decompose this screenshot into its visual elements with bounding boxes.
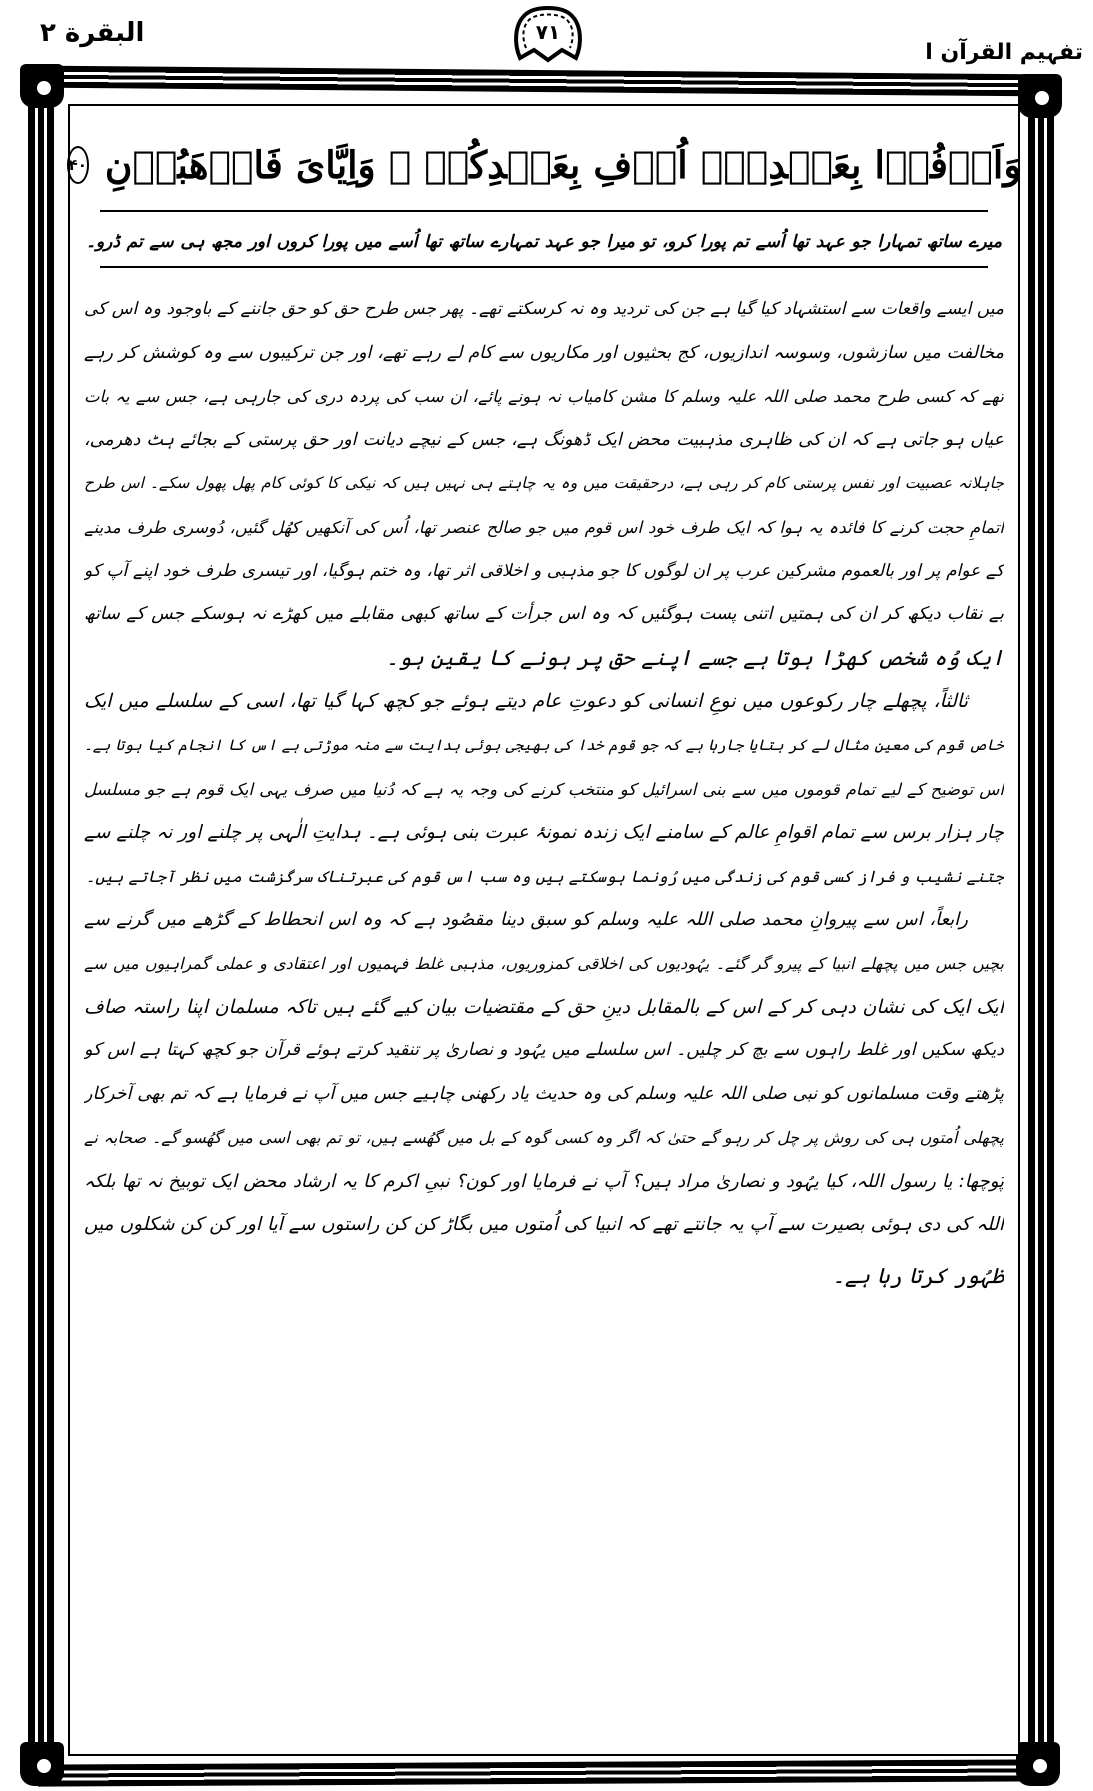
commentary-line: بے نقاب دیکھ کر ان کی ہمتیں اتنی پست ہوگئیں کہ وہ اس جرأت کے ساتھ کبھی مقابلے میں کھڑے نہ ہوسکے جس کے ساتھ [84,604,1004,625]
commentary-line: دیکھ سکیں اور غلط راہوں سے بچ کر چلیں۔ اس سلسلے میں یہُود و نصاریٰ پر تنقید کرتے ہوئے قرآن جو کچھ کہتا ہے اس کو [84,1040,1004,1061]
ayah-number-marker: ۴۰ [67,146,89,184]
page-number: ۷۱ [535,20,561,44]
page-number-badge [512,4,584,66]
running-header-book: تفہیم القرآن ا [925,40,1083,65]
corner-ornament-icon [1016,1742,1060,1786]
commentary-line: ایک ایک کی نشان دہی کر کے اس کے بالمقابل دینِ حق کے مقتضیات بیان کیے گئے ہیں تاکہ مسلمان اپنا راستہ صاف [84,995,1004,1018]
running-header-surah: البقرة ۲ [40,18,145,48]
corner-ornament-icon [1018,74,1062,118]
corner-ornament-icon [20,64,64,108]
commentary-line: اتمامِ حجت کرنے کا فائدہ یہ ہوا کہ ایک طرف خود اس قوم میں جو صالح عنصر تھا، اُس کی آنکھیں کھُل گئیں، دُوسری طرف مدینے [84,517,1004,537]
commentary-line: مخالفت میں سازشوں، وسوسہ اندازیوں، کج بحثیوں اور مکاریوں سے کام لے رہے تھے، اور جن ترکیبوں سے وہ کوشش کر رہے [84,342,1004,363]
commentary-line: ظہُور کرتا رہا ہے۔ [832,1264,1004,1290]
verse-arabic: وَاَوۡفُوۡا بِعَهۡدِىۡۤ اُوۡفِ بِعَهۡدِكُمۡ ۚ وَاِيَّاىَ فَارۡهَبُوۡنِ [104,143,1022,187]
commentary-line: کے عوام پر اور بالعموم مشرکین عرب پر ان لوگوں کا جو مذہبی و اخلاقی اثر تھا، وہ ختم ہوگیا، اور تیسری طرف خود اپنے آپ کو [84,560,1004,581]
corner-ornament-icon [20,1742,64,1786]
content-panel [68,104,1020,1756]
commentary-line: چار ہزار برس سے تمام اقوامِ عالم کے سامنے ایک زندہ نمونۂ عبرت بنی ہوئی ہے۔ ہدایتِ الٰہی پر چلنے اور نہ چلنے سے [84,822,1004,844]
commentary [84,288,1004,1299]
commentary-line: پچھلی اُمتوں ہی کی روش پر چل کر رہو گے حتیٰ کہ اگر وہ کسی گوہ کے بل میں گھُسے ہیں، تو تم بھی اسی میں گھُسو گے۔ صحابہ نے [84,1128,1004,1148]
frame-right-column [1028,86,1054,1766]
commentary-line: پڑھتے وقت مسلمانوں کو نبی صلی اللہ علیہ وسلم کی وہ حدیث یاد رکھنی چاہیے جس میں آپ نے فرمایا ہے کہ تم بھی آخرکار [84,1083,1004,1104]
commentary-line: جتنے نشیب و فراز کسی قوم کی زندگی میں رُونما ہوسکتے ہیں وہ سب اس قوم کی عبرتناک سرگزشت میں نظر آجاتے ہیں۔ [85,866,1004,886]
commentary-line: عیاں ہو جاتی ہے کہ ان کی ظاہری مذہبیت محض ایک ڈھونگ ہے، جس کے نیچے دیانت اور حق پرستی کے بجائے ہٹ دھرمی، [84,429,1004,450]
commentary-line: ثالثاً، پچھلے چار رکوعوں میں نوعِ انسانی کو دعوتِ عام دیتے ہوئے جو کچھ کہا گیا تھا، اسی کے سلسلے میں ایک [84,690,968,713]
page-frame [18,64,1058,1786]
frame-top-bar [38,66,1038,97]
commentary-line: میں ایسے واقعات سے استشہاد کیا گیا ہے جن کی تردید وہ نہ کرسکتے تھے۔ پھر جس طرح حق کو حق جاننے کے باوجود وہ اس کی [84,299,1004,319]
commentary-line: بچیں جس میں پچھلے انبیا کے پیرو گر گئے۔ یہُودیوں کی اخلاقی کمزوریوں، مذہبی غلط فہمیوں اور اعتقادی و عملی گمراہیوں میں سے [84,953,1004,973]
commentary-line: پُوچھا: یا رسول اللہ، کیا یہُود و نصاریٰ مراد ہیں؟ آپ نے فرمایا اور کون؟ نبیِ اکرم کا یہ ارشاد محض ایک توبیخ نہ تھا بلکہ [84,1170,1004,1192]
verse-translation: میرے ساتھ تمہارا جو عہد تھا اُسے تم پورا کرو، تو میرا جو عہد تمہارے ساتھ تھا اُسے میں پورا کروں اور مجھ ہی سے تم ڈرو۔ [86,232,1002,252]
commentary-line: خاص قوم کی معین مثال لے کر بتایا جارہا ہے کہ جو قوم خدا کی بھیجی ہوئی ہدایت سے منہ موڑتی ہے اس کا انجام کیا ہوتا ہے۔ [84,735,1004,754]
commentary-line: ایک وُہ شخص کھڑا ہوتا ہے جسے اپنے حق پر ہونے کا یقین ہو۔ [386,645,1004,671]
divider [100,266,988,268]
frame-left-column [28,86,54,1766]
verse-row [68,130,1022,200]
commentary-line: تھے کہ کسی طرح محمد صلی اللہ علیہ وسلم کا مشن کامیاب نہ ہونے پائے، ان سب کی پردہ دری کی جارہی ہے، جس سے یہ بات [84,387,1004,407]
divider [100,210,988,212]
commentary-line: اس توضیح کے لیے تمام قوموں میں سے بنی اسرائیل کو منتخب کرنے کی وجہ یہ ہے کہ دُنیا میں صرف یہی ایک قوم ہے جو مسلسل [84,779,1004,799]
commentary-line: رابعاً، اس سے پیروانِ محمد صلی اللہ علیہ وسلم کو سبق دینا مقصُود ہے کہ وہ اس انحطاط کے گڑھے میں گرنے سے [84,909,968,931]
commentary-line: اللہ کی دی ہوئی بصیرت سے آپ یہ جانتے تھے کہ انبیا کی اُمتوں میں بگاڑ کن کن راستوں سے آیا اور کن کن شکلوں میں [84,1214,1004,1236]
commentary-line: جاہلانہ عصبیت اور نفس پرستی کام کر رہی ہے، درحقیقت میں وہ یہ چاہتے ہی نہیں ہیں کہ نیکی کا کوئی کام پھل پھول سکے۔ اس طرح [84,474,1004,493]
frame-bottom-bar [38,1759,1038,1786]
